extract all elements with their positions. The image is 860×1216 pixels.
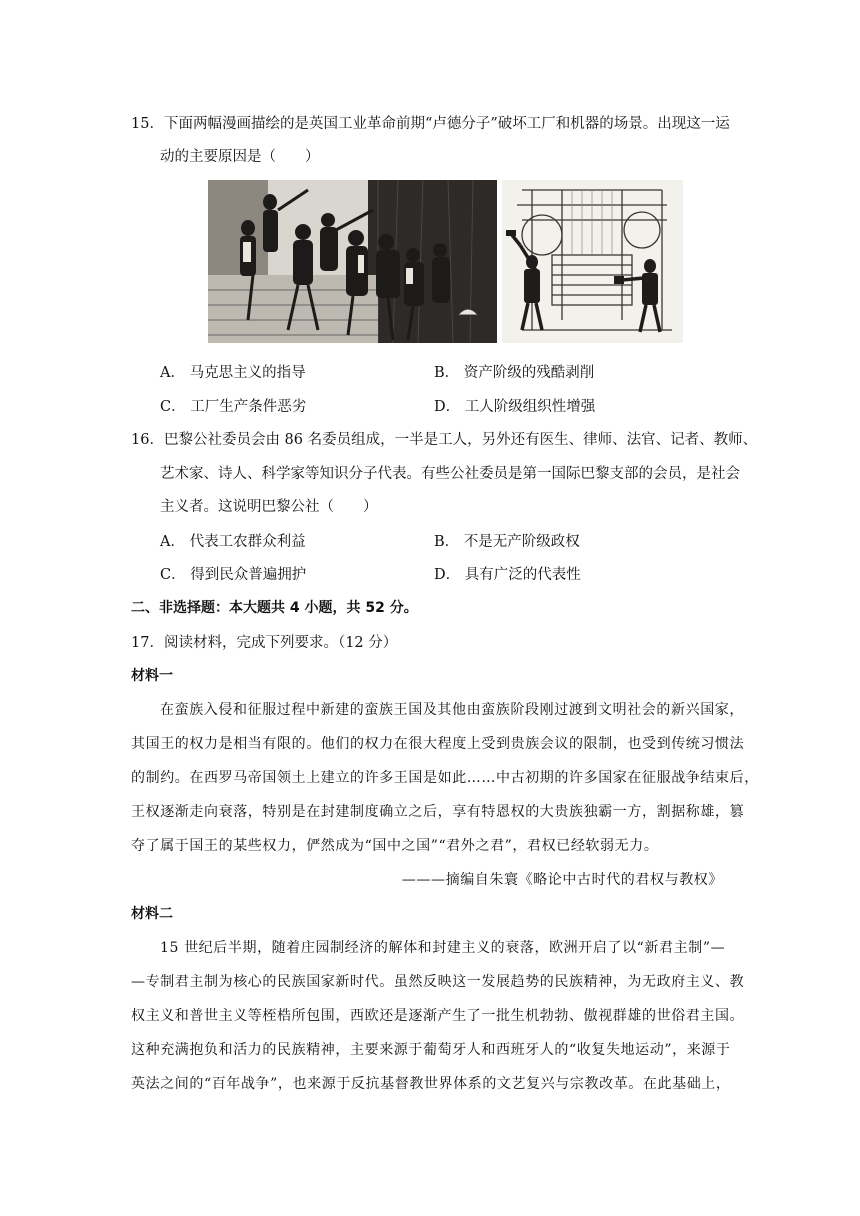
material2-line: —专制君主制为核心的民族国家新时代。虽然反映这一发展趋势的民族精神，为无政府主义、教 — [131, 974, 745, 990]
q16-option-d[interactable]: D． 具有广泛的代表性 — [434, 567, 581, 583]
material2-line: 这种充满抱负和活力的民族精神，主要来源于葡萄牙人和西班牙人的“收复失地运动”，来源于 — [131, 1042, 731, 1058]
q15-option-c[interactable]: C． 工厂生产条件恶劣 — [160, 399, 307, 415]
section-heading: 二、非选择题：本大题共 4 小题，共 52 分。 — [131, 600, 418, 616]
q16-stem-line2: 艺术家、诗人、科学家等知识分子代表。有些公社委员是第一国际巴黎支部的会员，是社会 — [160, 466, 740, 482]
material1-line: 在蛮族入侵和征服过程中新建的蛮族王国及其他由蛮族阶段刚过渡到文明社会的新兴国家， — [160, 702, 744, 718]
q15-stem-line1: 15．下面两幅漫画描绘的是英国工业革命前期“卢德分子”破坏工厂和机器的场景。出现这一运 — [131, 116, 730, 132]
material1-source: ———摘编自朱寰《略论中古时代的君权与教权》 — [401, 872, 723, 888]
q16-option-a[interactable]: A． 代表工农群众利益 — [160, 534, 306, 550]
luddites-loom-illustration — [502, 180, 683, 343]
q15-stem-line2: 动的主要原因是（ ） — [160, 149, 320, 165]
q17-stem: 17．阅读材料，完成下列要求。（12 分） — [131, 635, 398, 651]
q15-option-d[interactable]: D． 工人阶级组织性增强 — [434, 399, 596, 415]
q16-stem-line3: 主义者。这说明巴黎公社（ ） — [160, 499, 378, 515]
q16-option-b[interactable]: B． 不是无产阶级政权 — [434, 534, 580, 550]
luddites-breaking-loom-engraving — [502, 180, 683, 343]
material2-line: 权主义和普世主义等桎梏所包围，西欧还是逐渐产生了一批生机勃勃、傲视群雄的世俗君主国。 — [131, 1008, 745, 1024]
q16-option-c[interactable]: C． 得到民众普遍拥护 — [160, 567, 307, 583]
material2-line: 英法之间的“百年战争”，也来源于反抗基督教世界体系的文艺复兴与宗教改革。在此基础上， — [131, 1076, 731, 1092]
material2-label: 材料二 — [131, 906, 173, 922]
q15-option-a[interactable]: A． 马克思主义的指导 — [160, 365, 306, 381]
luddites-smashing-factory-engraving — [208, 180, 497, 343]
material1-line: 其国王的权力是相当有限的。他们的权力在很大程度上受到贵族会议的限制，也受到传统习惯法 — [131, 736, 745, 752]
q15-option-b[interactable]: B． 资产阶级的残酷剥削 — [434, 365, 595, 381]
luddites-factory-illustration — [208, 180, 497, 343]
material1-label: 材料一 — [131, 668, 173, 684]
material1-line: 夺了属于国王的某些权力，俨然成为“国中之国”“君外之君”，君权已经软弱无力。 — [131, 838, 659, 854]
material2-line: 15 世纪后半期，随着庄园制经济的解体和封建主义的衰落，欧洲开启了以“新君主制”— — [160, 940, 726, 956]
material1-line: 王权逐渐走向衰落，特别是在封建制度确立之后，享有特恩权的大贵族独霸一方，割据称雄，篡 — [131, 804, 745, 820]
material1-line: 的制约。在西罗马帝国领土上建立的许多王国是如此……中古初期的许多国家在征服战争结束后， — [131, 770, 759, 786]
q16-stem-line1: 16．巴黎公社委员会由 86 名委员组成，一半是工人，另外还有医生、律师、法官、记者、教师、 — [131, 432, 758, 448]
